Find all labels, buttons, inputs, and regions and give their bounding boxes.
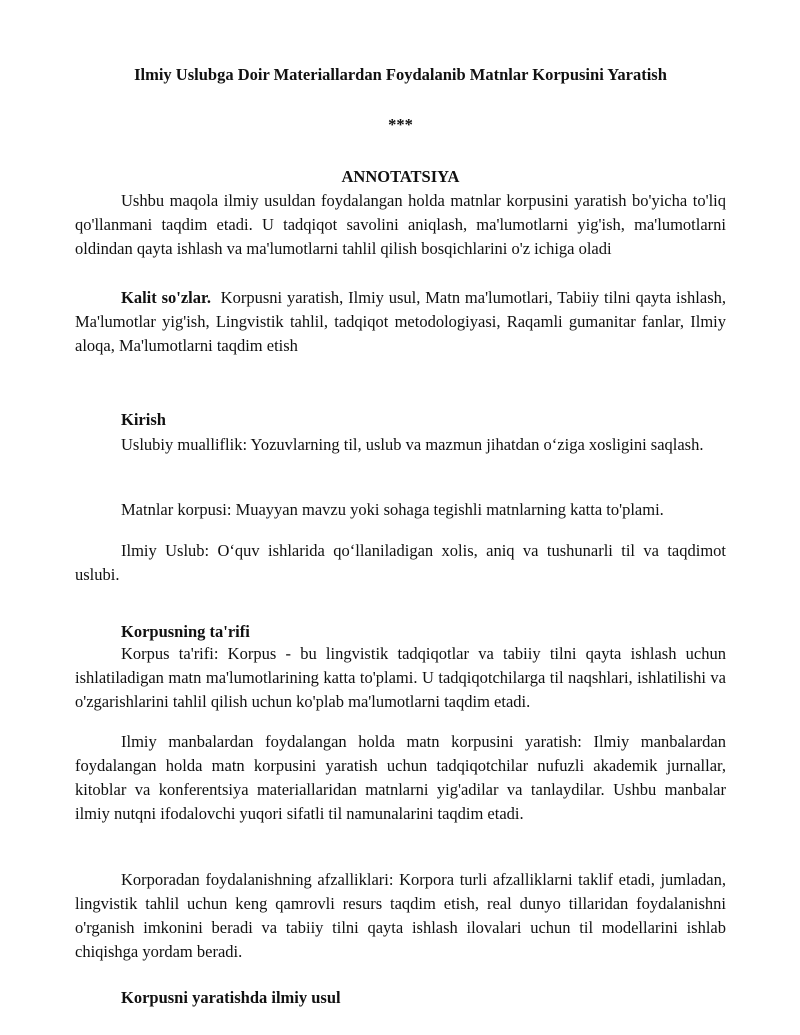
definition-paragraph-1: Korpus ta'rifi: Korpus - bu lingvistik tadqiqotlar va tabiiy tilni qayta ishlash uchun ishlatiladigan matn ma'lumotlarining katta to'plami. U tadqiqotchilarga til naqshlari, ishlatilishi va o'zgarishlarini tahlil qilish uchun ko'plab ma'lumotlarni taqdim etadi. [75, 644, 726, 711]
document-title: Ilmiy Uslubga Doir Materiallardan Foydalanib Matnlar Korpusini Yaratish [134, 65, 667, 84]
keywords-label: Kalit so'zlar. [121, 288, 211, 307]
keywords-paragraph [75, 286, 726, 358]
definition-heading: Korpusning ta'rifi [121, 622, 250, 641]
keywords-text: Korpusni yaratish, Ilmiy usul, Matn ma'lumotlari, Tabiiy tilni qayta ishlash, Ma'lumotlar yig'ish, Lingvistik tahlil, tadqiqot metodologiyasi, Raqamli gumanitar fanlar, Ilmiy aloqa, Ma'lumotlarni taqdim etish [75, 288, 726, 355]
intro-paragraph-3: Ilmiy Uslub: O‘quv ishlarida qo‘llaniladigan xolis, aniq va tushunarli til va taqdimot uslubi. [75, 541, 726, 584]
intro-paragraph-2: Matnlar korpusi: Muayyan mavzu yoki sohaga tegishli matnlarning katta to'plami. [121, 500, 664, 519]
annotation-heading: ANNOTATSIYA [341, 167, 460, 186]
definition-paragraph-3: Korporadan foydalanishning afzalliklari: Korpora turli afzalliklarni taklif etadi, jumladan, lingvistik tahlil uchun keng qamrovli resurs taqdim etish, real dunyo tillaridan foydalanishni o'rganish imkonini beradi va tabiiy tilni qayta ishlash ilovalari uchun til modellarini ishlab chiqishga yordam beradi. [75, 870, 726, 961]
intro-heading: Kirish [121, 410, 166, 429]
intro-paragraph-1: Uslubiy mualliflik: Yozuvlarning til, uslub va mazmun jihatdan o‘ziga xosligini saqlash. [121, 435, 704, 454]
definition-paragraph-2: Ilmiy manbalardan foydalangan holda matn korpusini yaratish: Ilmiy manbalardan foydalangan holda matn korpusini yaratish uchun tadqiqotchilar nufuzli akademik jurnallar, kitoblar va konferentsiya materiallaridan matnlarni yig'adilar va tanlaydilar. Ushbu manbalar ilmiy nutqni ifodalovchi yuqori sifatli til namunalarini taqdim etadi. [75, 732, 726, 823]
method-heading: Korpusni yaratishda ilmiy usul [121, 988, 341, 1007]
annotation-text: Ushbu maqola ilmiy usuldan foydalangan holda matnlar korpusini yaratish bo'yicha to'liq qo'llanmani taqdim etadi. U tadqiqot savolini aniqlash, ma'lumotlarni yig'ish, ma'lumotlarni oldindan qayta ishlash va ma'lumotlarni tahlil qilish bosqichlarini o'z ichiga oladi [75, 191, 726, 258]
separator: *** [388, 115, 413, 134]
